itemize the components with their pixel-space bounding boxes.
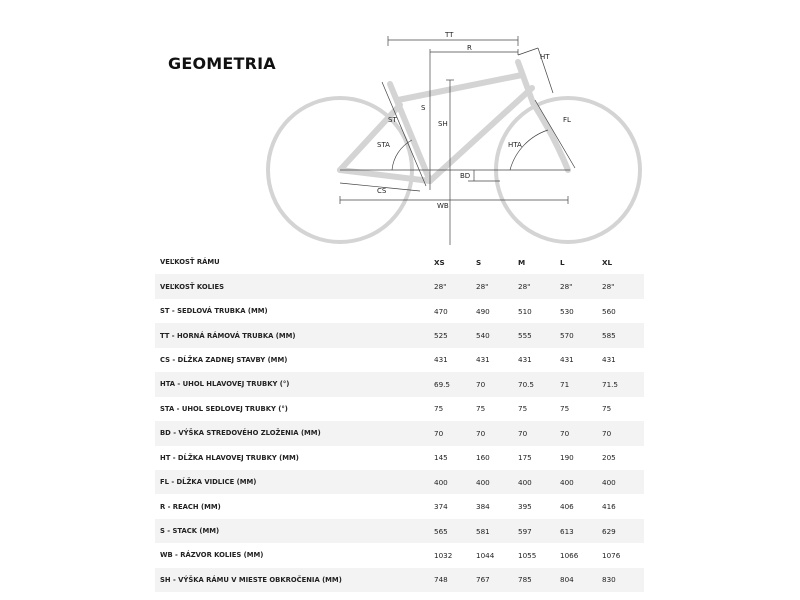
cell-value: 597 bbox=[518, 519, 560, 543]
cell-value: 75 bbox=[434, 404, 444, 414]
cell-value: 804 bbox=[560, 568, 602, 592]
cell-value: 748 bbox=[434, 568, 476, 592]
row-label: R - REACH (MM) bbox=[160, 502, 221, 511]
cell-value: 75 bbox=[476, 404, 486, 414]
cell-value: 416 bbox=[602, 502, 616, 512]
label-s: S bbox=[421, 104, 426, 112]
cell-value: 70 bbox=[560, 421, 602, 445]
cell-value: 400 bbox=[434, 470, 476, 494]
cell-value: 830 bbox=[602, 568, 644, 592]
cell-value: 1044 bbox=[476, 550, 495, 560]
row-label: BD - VÝŠKA STREDOVÉHO ZLOŽENIA (MM) bbox=[155, 421, 434, 445]
cell-value: 490 bbox=[476, 306, 490, 316]
table-row bbox=[155, 323, 644, 347]
cell-value: 28" bbox=[476, 274, 518, 298]
cell-value: 585 bbox=[602, 323, 644, 347]
cell-value: 400 bbox=[560, 470, 602, 494]
cell-value: 565 bbox=[434, 519, 476, 543]
cell-value: 175 bbox=[518, 453, 532, 463]
cell-value: 431 bbox=[518, 355, 532, 365]
cell-value: 510 bbox=[518, 306, 532, 316]
cell-value: 28" bbox=[434, 274, 476, 298]
row-label: ST - SEDLOVÁ TRUBKA (MM) bbox=[160, 307, 268, 316]
cell-value: 374 bbox=[434, 502, 448, 512]
size-xs: XS bbox=[434, 257, 445, 267]
row-label: WB - RÁZVOR KOLIES (MM) bbox=[160, 551, 264, 560]
bike-geometry-diagram bbox=[0, 0, 800, 250]
cell-value: 70 bbox=[518, 421, 560, 445]
cell-value: 525 bbox=[434, 323, 476, 347]
cell-value: 75 bbox=[560, 404, 570, 414]
geometry-table bbox=[155, 250, 644, 592]
label-hta: HTA bbox=[508, 141, 522, 149]
cell-value: 28" bbox=[518, 274, 560, 298]
cell-value: 400 bbox=[602, 470, 644, 494]
cell-value: 431 bbox=[560, 355, 574, 365]
label-cs: CS bbox=[377, 187, 387, 195]
cell-value: 785 bbox=[518, 568, 560, 592]
label-sta: STA bbox=[377, 141, 390, 149]
size-l: L bbox=[560, 257, 565, 267]
cell-value: 28" bbox=[560, 274, 602, 298]
size-m: M bbox=[518, 257, 526, 267]
cell-value: 431 bbox=[434, 355, 448, 365]
cell-value: 570 bbox=[560, 323, 602, 347]
cell-value: 70 bbox=[602, 421, 644, 445]
label-sh: SH bbox=[438, 120, 448, 128]
table-row bbox=[155, 494, 644, 518]
cell-value: 540 bbox=[476, 323, 518, 347]
cell-value: 1055 bbox=[518, 550, 537, 560]
row-label: STA - UHOL SEDLOVEJ TRUBKY (°) bbox=[160, 404, 288, 413]
page-title: GEOMETRIA bbox=[168, 54, 276, 73]
cell-value: 69.5 bbox=[434, 372, 476, 396]
table-header-row bbox=[155, 250, 644, 274]
cell-value: 145 bbox=[434, 453, 448, 463]
cell-value: 530 bbox=[560, 306, 574, 316]
cell-value: 1076 bbox=[602, 550, 621, 560]
cell-value: 75 bbox=[518, 404, 528, 414]
cell-value: 400 bbox=[518, 470, 560, 494]
cell-value: 395 bbox=[518, 502, 532, 512]
measurement-lines bbox=[340, 36, 575, 245]
cell-value: 431 bbox=[602, 355, 616, 365]
label-st: ST bbox=[388, 116, 397, 124]
table-row bbox=[155, 446, 644, 470]
cell-value: 431 bbox=[476, 355, 490, 365]
row-label: HT - DĹŽKA HLAVOVEJ TRUBKY (MM) bbox=[160, 453, 299, 462]
label-ht: HT bbox=[540, 53, 550, 61]
cell-value: 400 bbox=[476, 470, 518, 494]
row-label: S - STACK (MM) bbox=[155, 519, 434, 543]
header-label: VEĽKOSŤ RÁMU bbox=[160, 258, 220, 267]
cell-value: 190 bbox=[560, 453, 574, 463]
row-label: VEĽKOSŤ KOLIES bbox=[155, 274, 434, 298]
label-r: R bbox=[467, 44, 472, 52]
row-label: FL - DĹŽKA VIDLICE (MM) bbox=[155, 470, 434, 494]
cell-value: 581 bbox=[476, 519, 518, 543]
table-row bbox=[155, 568, 644, 592]
row-label: TT - HORNÁ RÁMOVÁ TRUBKA (MM) bbox=[155, 323, 434, 347]
table-row bbox=[155, 348, 644, 372]
cell-value: 70 bbox=[476, 421, 518, 445]
cell-value: 160 bbox=[476, 453, 490, 463]
cell-value: 555 bbox=[518, 323, 560, 347]
table-row bbox=[155, 519, 644, 543]
table-row bbox=[155, 397, 644, 421]
table-row bbox=[155, 470, 644, 494]
cell-value: 70.5 bbox=[518, 372, 560, 396]
cell-value: 1066 bbox=[560, 550, 579, 560]
cell-value: 470 bbox=[434, 306, 448, 316]
row-label: CS - DĹŽKA ZADNEJ STAVBY (MM) bbox=[160, 355, 288, 364]
cell-value: 205 bbox=[602, 453, 616, 463]
cell-value: 406 bbox=[560, 502, 574, 512]
cell-value: 1032 bbox=[434, 550, 453, 560]
table-row bbox=[155, 274, 644, 298]
size-xl: XL bbox=[602, 257, 613, 267]
row-label: SH - VÝŠKA RÁMU V MIESTE OBKROČENIA (MM) bbox=[155, 568, 434, 592]
table-row bbox=[155, 372, 644, 396]
cell-value: 384 bbox=[476, 502, 490, 512]
cell-value: 560 bbox=[602, 306, 616, 316]
table-row bbox=[155, 421, 644, 445]
label-tt: TT bbox=[445, 31, 454, 39]
cell-value: 75 bbox=[602, 404, 612, 414]
table-row bbox=[155, 543, 644, 567]
size-s: S bbox=[476, 257, 482, 267]
cell-value: 767 bbox=[476, 568, 518, 592]
cell-value: 613 bbox=[560, 519, 602, 543]
label-fl: FL bbox=[563, 116, 571, 124]
cell-value: 70 bbox=[434, 421, 476, 445]
label-wb: WB bbox=[437, 202, 449, 210]
cell-value: 28" bbox=[602, 274, 644, 298]
cell-value: 629 bbox=[602, 519, 644, 543]
cell-value: 70 bbox=[476, 372, 518, 396]
table-row bbox=[155, 299, 644, 323]
cell-value: 71 bbox=[560, 372, 602, 396]
label-bd: BD bbox=[460, 172, 471, 180]
row-label: HTA - UHOL HLAVOVEJ TRUBKY (°) bbox=[155, 372, 434, 396]
cell-value: 71.5 bbox=[602, 372, 644, 396]
